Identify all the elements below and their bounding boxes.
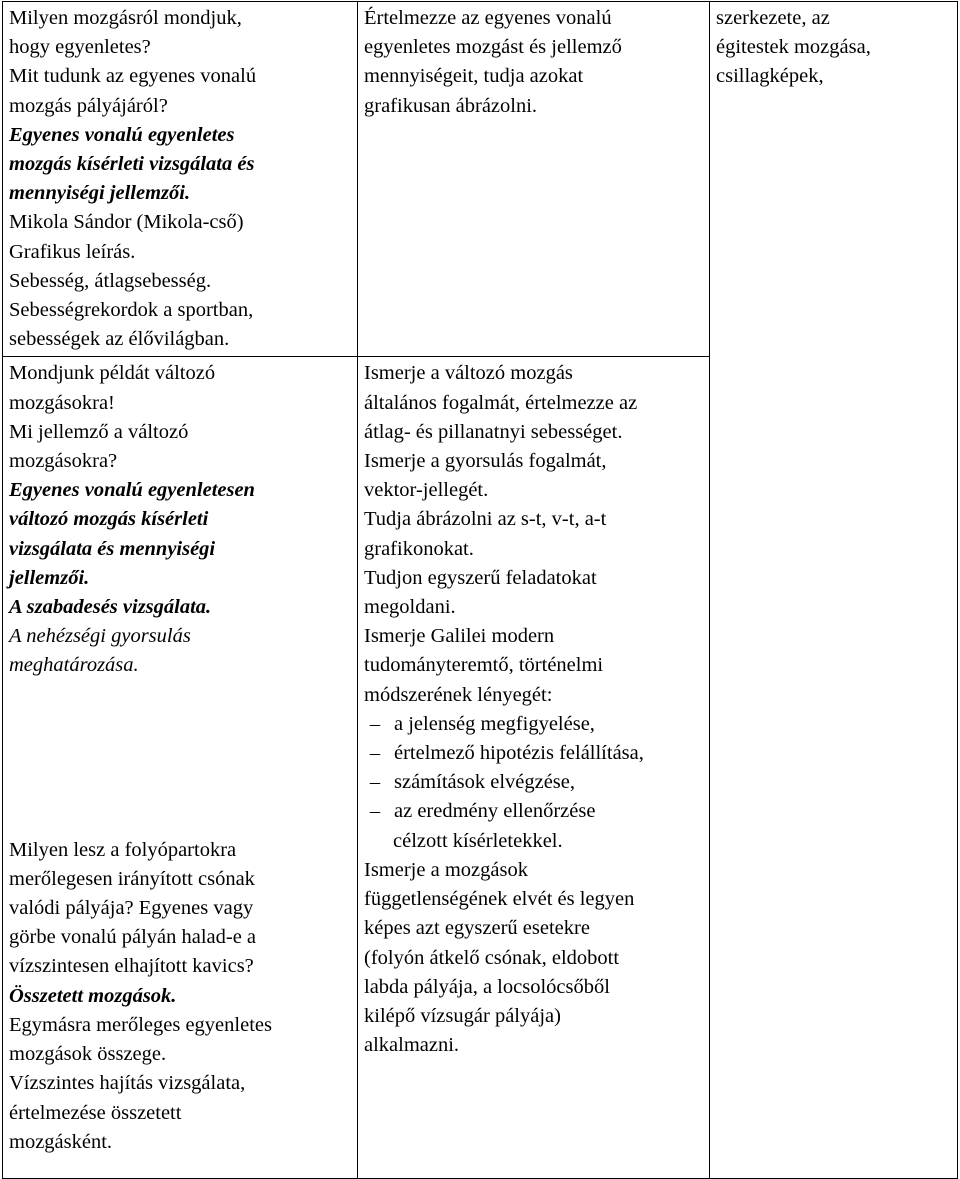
- text-line: Tudjon egyszerű feladatokat: [364, 566, 597, 589]
- text-line: Ismerje a gyorsulás fogalmát,: [364, 450, 607, 473]
- text-line: Grafikus leírás.: [9, 240, 136, 263]
- text-line: mozgásokra?: [9, 450, 118, 473]
- text-line: valódi pályája? Egyenes vagy: [9, 897, 254, 920]
- text-line: Értelmezze az egyenes vonalú: [364, 7, 612, 29]
- text-line: Összetett mozgások.: [9, 984, 177, 1007]
- cell-topics-varying-motion: [3, 357, 358, 1179]
- list-item: [364, 768, 705, 797]
- dash-bullet-icon: –: [369, 712, 381, 735]
- requirements-compound-motion-text: [364, 856, 705, 1060]
- text-line: Sebesség, átlagsebesség.: [9, 269, 212, 292]
- list-item: [364, 797, 705, 826]
- text-line: Vízszintes hajítás vizsgálata,: [9, 1072, 246, 1095]
- list-item-text: értelmező hipotézis felállítása,: [394, 742, 644, 765]
- text-line: mozgás kísérleti vizsgálata és: [9, 153, 255, 176]
- text-line: Milyen mozgásról mondjuk,: [9, 7, 242, 29]
- text-line: megoldani.: [364, 596, 456, 619]
- text-line: Mikola Sándor (Mikola-cső): [9, 211, 244, 234]
- requirements-varying-motion-text: [364, 359, 705, 709]
- text-line: Egyenes vonalú egyenletesen: [9, 479, 255, 502]
- text-line: égitestek mozgása,: [716, 36, 871, 59]
- list-item: [364, 739, 705, 768]
- text-line: sebességek az élővilágban.: [9, 328, 230, 351]
- text-line: Mondjunk példát változó: [9, 362, 216, 385]
- galilei-method-list-continuation: célzott kísérletekkel.: [393, 829, 563, 852]
- related-topics-text: [716, 4, 953, 92]
- text-line: képes azt egyszerű esetekre: [364, 917, 590, 940]
- list-item: [364, 710, 705, 739]
- list-item-text: az eredmény ellenőrzése: [394, 800, 596, 823]
- text-line: mennyiségi jellemzői.: [9, 182, 191, 205]
- text-line: értelmezése összetett: [9, 1101, 182, 1124]
- topics-uniform-motion-text: [9, 4, 353, 354]
- text-line: vizsgálata és mennyiségi: [9, 537, 216, 560]
- cell-requirements-uniform-motion: [358, 2, 710, 357]
- cell-requirements-varying-motion: [358, 357, 710, 1179]
- text-line: merőlegesen irányított csónak: [9, 867, 255, 890]
- table-row: [3, 2, 958, 357]
- text-line: meghatározása.: [9, 654, 139, 677]
- text-line: Ismerje a változó mozgás: [364, 362, 573, 385]
- text-line: függetlenségének elvét és legyen: [364, 888, 635, 911]
- text-line: vízszintesen elhajított kavics?: [9, 955, 254, 978]
- text-line: Ismerje a mozgások: [364, 858, 528, 881]
- text-line: változó mozgás kísérleti: [9, 508, 209, 531]
- text-line: A nehézségi gyorsulás: [9, 625, 191, 648]
- dash-bullet-icon: –: [369, 742, 381, 765]
- requirements-uniform-motion-text: [364, 4, 705, 121]
- text-line: Sebességrekordok a sportban,: [9, 299, 254, 322]
- galilei-method-list: [364, 710, 705, 827]
- topics-compound-motion-text: [9, 836, 353, 1157]
- spacer: [9, 681, 353, 836]
- text-line: mozgásként.: [9, 1130, 113, 1153]
- text-line: mennyiségeit, tudja azokat: [364, 65, 584, 88]
- text-line: jellemzői.: [9, 566, 90, 589]
- text-line: Ismerje Galilei modern: [364, 625, 555, 648]
- text-line: (folyón átkelő csónak, eldobott: [364, 946, 620, 969]
- text-line: grafikonokat.: [364, 537, 474, 560]
- text-line: mozgás pályájáról?: [9, 94, 168, 117]
- text-line: Egyenes vonalú egyenletes: [9, 123, 235, 146]
- text-line: labda pályája, a locsolócsőből: [364, 975, 610, 998]
- dash-bullet-icon: –: [369, 800, 381, 823]
- text-line: egyenletes mozgást és jellemző: [364, 36, 622, 59]
- text-line: Tudja ábrázolni az s-t, v-t, a-t: [364, 508, 607, 531]
- text-line: általános fogalmát, értelmezze az: [364, 391, 638, 414]
- text-line: átlag- és pillanatnyi sebességet.: [364, 420, 623, 443]
- text-line: vektor-jellegét.: [364, 479, 489, 502]
- list-item-text: számítások elvégzése,: [394, 771, 576, 794]
- text-line: Mi jellemző a változó: [9, 420, 189, 443]
- text-line: tudományteremtő, történelmi: [364, 654, 604, 677]
- cell-related-topics: [710, 2, 958, 1179]
- text-line: A szabadesés vizsgálata.: [9, 596, 212, 619]
- text-line: szerkezete, az: [716, 7, 830, 29]
- dash-bullet-icon: –: [369, 771, 381, 794]
- text-line: alkalmazni.: [364, 1034, 460, 1057]
- text-line: módszerének lényegét:: [364, 683, 553, 706]
- text-line: görbe vonalú pályán halad-e a: [9, 926, 257, 949]
- list-item-text: a jelenség megfigyelése,: [394, 712, 595, 735]
- text-line: mozgások összege.: [9, 1043, 167, 1066]
- text-line: csillagképek,: [716, 65, 824, 88]
- curriculum-table: [2, 1, 958, 1179]
- cell-topics-uniform-motion: [3, 2, 358, 357]
- text-line: hogy egyenletes?: [9, 36, 151, 59]
- text-line: Egymásra merőleges egyenletes: [9, 1013, 272, 1036]
- text-line: grafikusan ábrázolni.: [364, 94, 538, 117]
- topics-varying-motion-text: [9, 359, 353, 680]
- text-line: Mit tudunk az egyenes vonalú: [9, 65, 257, 88]
- text-line: Milyen lesz a folyópartokra: [9, 838, 237, 861]
- text-line: kilépő vízsugár pályája): [364, 1004, 561, 1027]
- text-line: mozgásokra!: [9, 391, 115, 414]
